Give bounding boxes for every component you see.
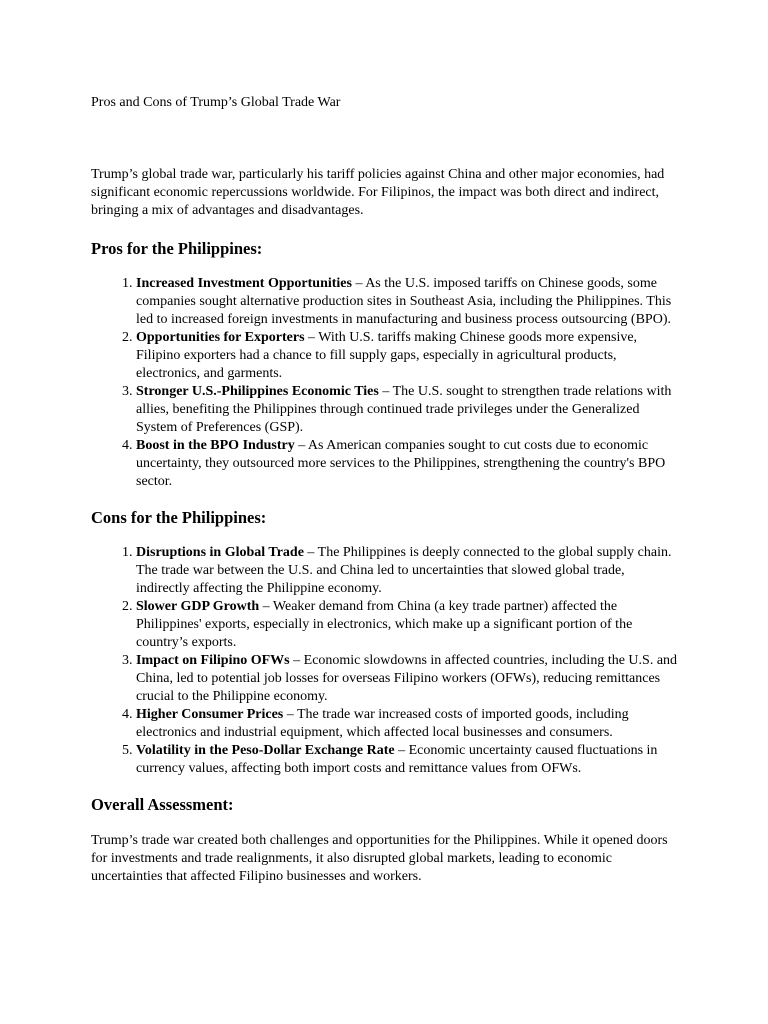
list-item [136, 383, 680, 437]
item-term: Slower GDP Growth [136, 599, 260, 614]
assessment-heading: Overall Assessment: [91, 795, 234, 814]
assessment-paragraph: Trump’s trade war created both challenges and opportunities for the Philippines. While it opened doors for investments and trade realignments, it also disrupted global markets, leading to economic uncertainties that affected Filipino businesses and workers. [91, 833, 668, 884]
list-item [136, 706, 680, 742]
pros-heading: Pros for the Philippines: [91, 239, 263, 258]
list-item [136, 275, 680, 329]
item-term: Disruptions in Global Trade [136, 545, 304, 560]
item-term: Stronger U.S.-Philippines Economic Ties [136, 384, 379, 399]
item-text: – As American companies sought to cut costs due to economic uncertainty, they outsourced more services to the Philippines, strengthening the country's BPO sector. [136, 438, 666, 489]
item-term: Increased Investment Opportunities [136, 276, 352, 291]
list-item [136, 598, 680, 652]
item-text: – The Philippines is deeply connected to the global supply chain. The trade war between the U.S. and China led to uncertainties that slowed global trade, indirectly affecting the Philippine economy. [136, 545, 672, 596]
item-text: – Weaker demand from China (a key trade partner) affected the Philippines' exports, especially in electronics, which make up a significant portion of the country’s exports. [136, 599, 633, 650]
list-item [136, 742, 680, 778]
cons-heading: Cons for the Philippines: [91, 508, 267, 527]
item-term: Higher Consumer Prices [136, 707, 284, 722]
item-text: – With U.S. tariffs making Chinese goods more expensive, Filipino exporters had a chance to fill supply gaps, especially in agricultural products, electronics, and garments. [136, 330, 638, 381]
item-term: Impact on Filipino OFWs [136, 653, 290, 668]
item-text: – The U.S. sought to strengthen trade relations with allies, benefiting the Philippines through continued trade privileges under the Generalized System of Preferences (GSP). [136, 384, 672, 435]
item-term: Boost in the BPO Industry [136, 438, 295, 453]
item-text: – As the U.S. imposed tariffs on Chinese goods, some companies sought alternative production sites in Southeast Asia, including the Philippines. This led to increased foreign investments in manufacturing and business process outsourcing (BPO). [136, 276, 672, 327]
item-text: – Economic slowdowns in affected countries, including the U.S. and China, led to potential job losses for overseas Filipino workers (OFWs), reducing remittances crucial to the Philippine economy. [136, 653, 678, 704]
document-title: Pros and Cons of Trump’s Global Trade War [91, 95, 341, 110]
item-text: – The trade war increased costs of imported goods, including electronics and industrial equipment, which affected local businesses and consumers. [136, 707, 629, 740]
list-item [136, 329, 680, 383]
intro-paragraph: Trump’s global trade war, particularly his tariff policies against China and other major economies, had significant economic repercussions worldwide. For Filipinos, the impact was both direct and indirect, bringing a mix of advantages and disadvantages. [91, 167, 665, 218]
list-item [136, 652, 680, 706]
item-term: Volatility in the Peso-Dollar Exchange Rate [136, 743, 395, 758]
pros-list [91, 275, 680, 491]
item-text: – Economic uncertainty caused fluctuations in currency values, affecting both import costs and remittance values from OFWs. [136, 743, 658, 776]
cons-list [91, 544, 680, 778]
list-item [136, 437, 680, 491]
item-term: Opportunities for Exporters [136, 330, 305, 345]
list-item [136, 544, 680, 598]
